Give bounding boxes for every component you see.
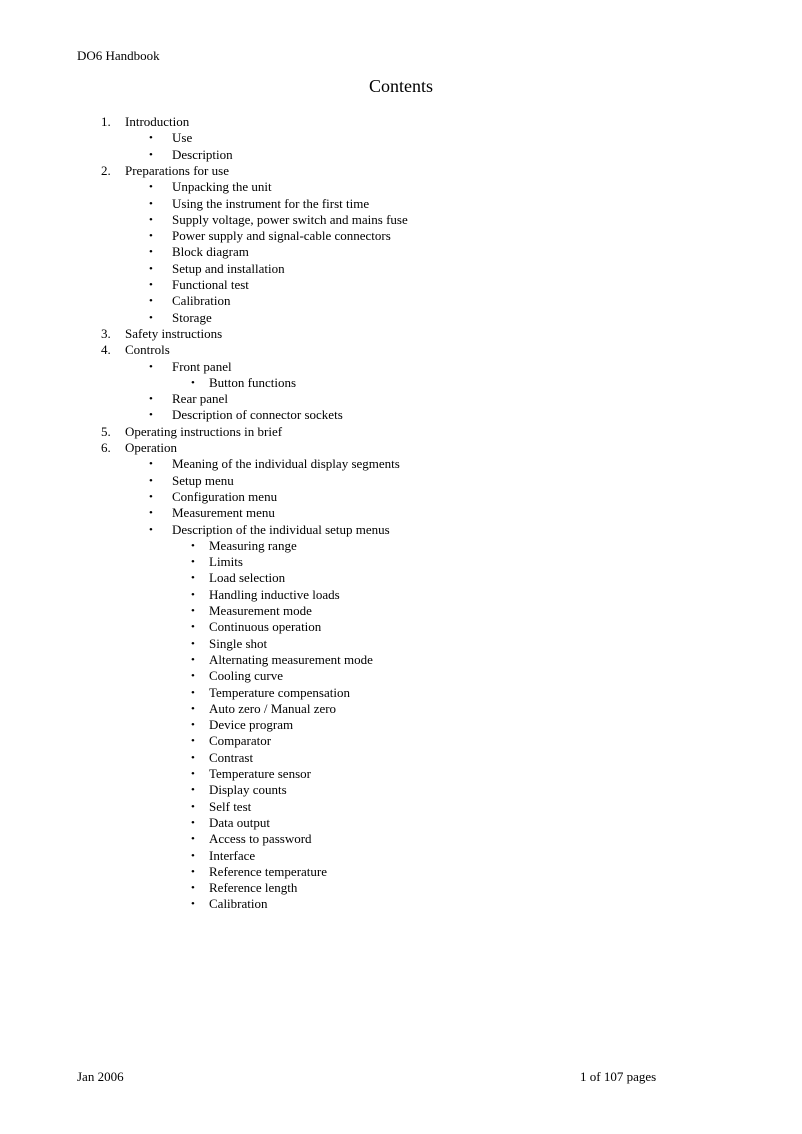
sub-list-item: Continuous operation	[209, 619, 322, 635]
bullet-icon: •	[149, 132, 153, 145]
bullet-icon: •	[191, 751, 195, 764]
bullet-icon: •	[149, 148, 153, 161]
sub-list-item: Data output	[209, 814, 271, 830]
bullet-icon: •	[191, 816, 195, 829]
bullet-icon: •	[191, 539, 195, 552]
list-item: Use	[172, 130, 193, 146]
bullet-icon: •	[191, 621, 195, 634]
list-item: Functional test	[172, 277, 249, 292]
list-item: Setup and installation	[172, 260, 285, 276]
sub-list-item: Temperature sensor	[209, 766, 311, 781]
bullet-icon: •	[149, 458, 153, 471]
list-item: Front panel	[172, 358, 232, 374]
section-title: Operation	[125, 440, 177, 455]
bullet-icon: •	[191, 719, 195, 732]
bullet-icon: •	[191, 670, 195, 683]
bullet-icon: •	[191, 376, 195, 389]
bullet-icon: •	[191, 882, 195, 895]
bullet-icon: •	[149, 295, 153, 308]
bullet-icon: •	[191, 865, 195, 878]
list-item: Description of the individual setup menus	[172, 521, 390, 537]
list-item: Unpacking the unit	[172, 179, 272, 195]
list-item: Rear panel	[172, 391, 228, 407]
bullet-icon: •	[149, 230, 153, 243]
section-number: 2.	[101, 162, 111, 178]
sub-list-item: Button functions	[209, 374, 297, 390]
sub-list-item: Access to password	[209, 831, 312, 847]
section-number: 6.	[101, 440, 111, 455]
bullet-icon: •	[191, 572, 195, 585]
sub-list-item: Reference length	[209, 880, 298, 896]
section-number: 4.	[101, 342, 111, 358]
bullet-icon: •	[149, 213, 153, 226]
section-title: Introduction	[125, 114, 190, 129]
bullet-icon: •	[149, 246, 153, 259]
header-title: DO6 Handbook	[77, 48, 160, 63]
bullet-icon: •	[191, 800, 195, 813]
sub-list-item: Limits	[209, 554, 243, 570]
sub-list-item: Device program	[209, 717, 294, 733]
list-item: Calibration	[172, 293, 231, 309]
bullet-icon: •	[191, 686, 195, 699]
sub-list-item: Display counts	[209, 782, 287, 798]
section-number: 3.	[101, 325, 111, 341]
list-item: Using the instrument for the first time	[172, 195, 370, 211]
sub-list-item: Comparator	[209, 733, 272, 749]
sub-list-item: Temperature compensation	[209, 684, 350, 700]
bullet-icon: •	[149, 474, 153, 487]
sub-list-item: Measurement mode	[209, 603, 312, 618]
section-title: Operating instructions in brief	[125, 423, 283, 439]
bullet-icon: •	[191, 637, 195, 650]
sub-list-item: Measuring range	[209, 537, 297, 553]
bullet-icon: •	[149, 523, 153, 536]
sub-list-item: Reference temperature	[209, 863, 328, 879]
bullet-icon: •	[149, 197, 153, 210]
bullet-icon: •	[191, 784, 195, 797]
list-item: Block diagram	[172, 244, 249, 260]
footer-date: Jan 2006	[77, 1069, 124, 1084]
bullet-icon: •	[191, 768, 195, 780]
bullet-icon: •	[149, 393, 153, 406]
list-item: Storage	[172, 309, 212, 325]
section-title: Preparations for use	[125, 162, 229, 178]
sub-list-item: Alternating measurement mode	[209, 651, 373, 667]
sub-list-item: Single shot	[209, 635, 268, 651]
bullet-icon: •	[149, 360, 153, 373]
section-title: Controls	[125, 342, 170, 358]
sub-list-item: Handling inductive loads	[209, 586, 340, 602]
sub-list-item: Load selection	[209, 570, 286, 586]
bullet-icon: •	[149, 181, 153, 194]
footer-page-count: 1 of 107 pages	[580, 1069, 657, 1084]
sub-list-item: Contrast	[209, 749, 254, 765]
bullet-icon: •	[149, 409, 153, 422]
bullet-icon: •	[191, 849, 195, 862]
list-item: Configuration menu	[172, 488, 278, 504]
list-item: Supply voltage, power switch and mains fuse	[172, 211, 408, 227]
bullet-icon: •	[191, 833, 195, 846]
bullet-icon: •	[191, 735, 195, 748]
page-heading: Contents	[368, 76, 433, 96]
bullet-icon: •	[191, 653, 195, 666]
list-item: Description	[172, 146, 233, 162]
bullet-icon: •	[191, 556, 195, 569]
bullet-icon: •	[149, 490, 153, 503]
sub-list-item: Calibration	[209, 896, 268, 912]
sub-list-item: Interface	[209, 847, 256, 863]
bullet-icon: •	[191, 588, 195, 601]
bullet-icon: •	[191, 702, 195, 715]
bullet-icon: •	[191, 605, 195, 617]
list-item: Meaning of the individual display segments	[172, 456, 400, 472]
list-item: Description of connector sockets	[172, 407, 343, 423]
sub-list-item: Auto zero / Manual zero	[209, 700, 337, 716]
bullet-icon: •	[191, 898, 195, 911]
bullet-icon: •	[149, 507, 153, 520]
sub-list-item: Self test	[209, 798, 252, 814]
sub-list-item: Cooling curve	[209, 668, 284, 684]
bullet-icon: •	[149, 311, 153, 324]
list-item: Setup menu	[172, 472, 234, 488]
section-title: Safety instructions	[125, 325, 223, 341]
section-number: 5.	[101, 423, 111, 439]
section-number: 1.	[101, 114, 111, 129]
bullet-icon: •	[149, 262, 153, 275]
list-item: Power supply and signal-cable connectors	[172, 228, 391, 244]
list-item: Measurement menu	[172, 505, 275, 521]
bullet-icon: •	[149, 279, 153, 291]
